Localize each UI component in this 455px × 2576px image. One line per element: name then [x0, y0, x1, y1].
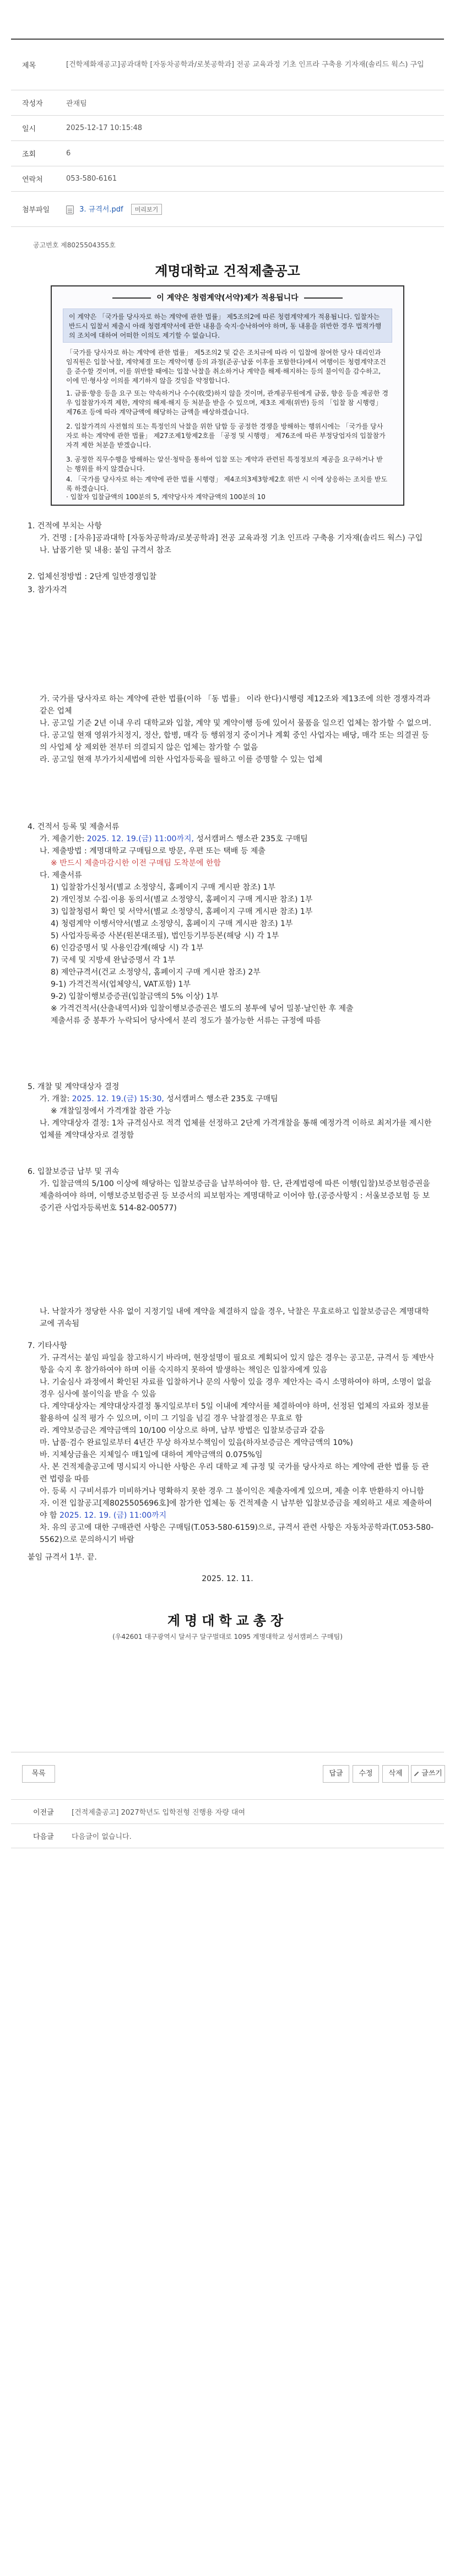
file-icon	[66, 205, 74, 214]
pencil-icon	[414, 1771, 419, 1776]
section-3-items	[28, 693, 435, 766]
next-post-row	[11, 1824, 444, 1848]
doc-note-2: 제출서류 중 봉투가 누락되어 당사에서 분리 정도가 불가능한 서류는 규정에 따름	[51, 1016, 321, 1025]
section-1	[28, 520, 435, 556]
section-4	[28, 821, 435, 1027]
reply-button[interactable]: 답글	[323, 1765, 349, 1783]
section-7-item-i	[28, 1497, 435, 1522]
section-6-item-b	[28, 1306, 435, 1330]
write-label: 글쓰기	[421, 1769, 442, 1778]
section-6-item-a: 가. 입찰금액의 5/100 이상에 해당하는 입찰보증금을 납부하여야 함. 단, 관계법령에 따른 이행(입찰)보증보험증권을 제출하여야 하며, 이행보증보험증권 등 보증서의 피보험자는 계명대학교 이어야 함.(공증사항지 : 서울보증보험 등 보증기관 사업자등록번호 514-82-00577)	[40, 1179, 430, 1213]
prev-label: 이전글	[33, 1809, 54, 1817]
attachment-note: 붙임 규격서 1부. 끝.	[28, 1553, 97, 1562]
meta-row-contact	[11, 166, 444, 192]
section-5	[28, 1081, 435, 1141]
post-meta-table	[11, 39, 444, 227]
doc-item-9-2: 9-2) 입찰이행보증증권(입찰금액의 5% 이상) 1부	[51, 992, 219, 1001]
section-7-item-a: 가. 규격서는 붙임 파일을 참고하시기 바라며, 현장설명이 필요로 계획되어 있지 않은 경우는 공고문, 규격서 등 제반사항을 숙지 후 참가하여야 하며 이를 숙지하지 못하여 발생하는 책임은 입찰자에게 있음	[40, 1354, 434, 1374]
attachment-link[interactable]: 3. 규격서.pdf	[79, 205, 123, 214]
integrity-pact-item-1: 1. 금품·향응 등을 요구 또는 약속하거나 수수(收受)하지 않을 것이며, 관계공무원에게 금품, 향응 등을 제공한 경우 입찰참가자격 제한, 계약의 해제·해지 등 처분을 받을 수 있으며, 제3조 제재(위반) 등의 「입찰 참 시행령」 제76조 등에 따라 계약금액에 해당하는 금액을 배상하겠습니다.	[66, 389, 388, 416]
issuer-address: (우42601 대구광역시 달서구 달구벌대로 1095 계명대학교 성서캠퍼스 구매팀)	[112, 1633, 343, 1641]
author-label: 작성자	[22, 100, 43, 108]
section-7	[28, 1340, 435, 1546]
delete-button[interactable]: 삭제	[382, 1765, 409, 1783]
prev-post-row[interactable]	[11, 1800, 444, 1824]
section-5-selection: 나. 계약대상자 결정: 1차 규격심사로 적격 업체를 선정하고 2단계 가격개찰을 통해 예정가격 이하로 최저가를 제시한 업체를 계약대상자로 결정함	[40, 1119, 432, 1140]
opening-suffix: 성서캠퍼스 행소관 235호 구매팀	[164, 1095, 278, 1103]
doc-note-1: ※ 가격건적서(산출내역서)와 입찰이행보증증권은 별도의 봉투에 넣어 밀봉·날인한 후 제출	[51, 1004, 354, 1013]
section-1-item-a: 가. 건명 : [자유]공과대학 [자동차공학과/로봇공학과] 전공 교육과정 기초 인프라 구축용 기자재(솔리드 웍스) 구입	[40, 534, 423, 543]
item-i-deadline: 2025. 12. 19. (금) 11:00까지	[59, 1511, 167, 1520]
integrity-pact-item-3: 3. 공정한 직무수행을 방해하는 알선·청탁을 통하여 입찰 또는 계약과 관련된 특정정보의 제공을 요구하거나 받는 행위를 하지 않겠습니다.	[66, 456, 383, 473]
meta-row-views	[11, 141, 444, 166]
section-1-heading: 1. 건적에 부치는 사항	[28, 522, 102, 531]
doc-item-8: 8) 제안규격서(건교 소정양식, 홈페이지 구매 게시판 참조) 2부	[51, 968, 261, 977]
section-4-method-note: ※ 반드시 제출마감시한 이전 구매팀 도착분에 한함	[51, 859, 221, 868]
section-3-item-b: 나. 공고일 기준 2년 이내 우리 대학교와 입찰, 계약 및 계약이행 등에 있어서 물품을 일으킨 업체는 참가할 수 없으며.	[40, 719, 431, 728]
section-5-opening-note: ※ 개찰일정에서 가격개찰 참관 가능	[51, 1107, 171, 1116]
section-7-heading: 7. 기타사항	[28, 1341, 67, 1350]
opening-highlight: 2025. 12. 19.(금) 15:30,	[72, 1095, 164, 1103]
section-3-item-d: 라. 공고일 현재 부가가치세법에 의한 사업자등록을 필하고 이를 증명할 수 있는 업체	[40, 755, 323, 764]
notice-number: 공고번호 제8025504355호	[33, 241, 116, 249]
views-value: 6	[66, 149, 71, 158]
date-label: 일시	[22, 125, 36, 133]
section-6	[28, 1166, 435, 1214]
section-1-item-b: 나. 납품기한 및 내용: 붙임 규격서 참조	[40, 546, 171, 555]
file-label: 첨부파일	[22, 206, 50, 214]
notice-date: 2025. 12. 11.	[202, 1574, 253, 1583]
prev-post-link[interactable]: [건적제출공고] 2027학년도 입학전형 진행용 자량 대여	[72, 1809, 246, 1817]
section-2: 2. 업체선정방법 : 2단계 일반경쟁입찰	[28, 572, 157, 581]
section-7-item-j: 차. 유의 공고에 대한 구매관련 사항은 구매팀(T.053-580-6159)으로, 규격서 관련 사항은 자동차공학과(T.053-580-5562)으로 문의하시기 바람	[40, 1523, 434, 1544]
section-3-item-a: 가. 국가를 당사자로 하는 계약에 관한 법률(이하 「동 법률」 이라 한다)시행령 제12조와 제13조에 의한 경쟁자격과 같은 업체	[40, 695, 431, 716]
date-value: 2025-12-17 10:15:48	[66, 124, 143, 132]
meta-row-author	[11, 90, 444, 116]
contact-value: 053-580-6161	[66, 175, 117, 183]
integrity-pact-heading: 이 계약은 청렴계약(서약)제가 적용됩니다	[52, 292, 403, 303]
section-5-opening	[28, 1093, 435, 1105]
section-6-heading: 6. 입찰보증금 납부 및 귀속	[28, 1167, 120, 1176]
section-4-deadline	[28, 833, 435, 845]
integrity-pact-item-2: 2. 입찰가격의 사전협의 또는 특정인의 낙찰을 위한 담합 등 공정한 경쟁을 방해하는 행위시에는 「국가를 당사자로 하는 계약에 관한 법률」 제27조제1항제2호를 「공정 및 시행령」 제76조에 따른 부정당업자의 입찰참가자격 제한 처분을 받겠습니다.	[66, 423, 386, 449]
section-4-heading: 4. 건적서 등록 및 제출서류	[28, 822, 120, 831]
prev-next-nav	[11, 1799, 444, 1848]
next-post-empty: 다음글이 없습니다.	[72, 1833, 132, 1841]
doc-item-1: 1) 입찰참가신청서(별교 소정양식, 홈페이지 구매 게시판 참조) 1부	[51, 883, 275, 892]
preview-button[interactable]: 미리보기	[131, 204, 162, 215]
integrity-pact-item-penalty: · 입찰자 입찰금액의 100분의 5, 계약당사자 계약금액의 100분의 10	[66, 493, 266, 501]
section-3-item-c: 다. 공고일 현재 영위가치정지, 정산, 합병, 매각 등 행위정지 중이거나 계획 중인 사업자는 배당, 매각 또는 의결권 등의 사업체 상 제외한 전부터 의결되지 않은 업체는 참가할 수 없음	[40, 731, 429, 752]
meta-row-title	[11, 40, 444, 90]
section-7-item-e: 마. 납품·검수 완료일로부터 4년간 무상 하자보수책임이 있음(하자보증금은 계약금액의 10%)	[40, 1438, 353, 1447]
write-button[interactable]	[411, 1765, 445, 1783]
integrity-pact-intro: 「국가를 당사자로 하는 계약에 관한 법률」 제5조의2 및 같은 조치규에 따라 이 입찰에 참여한 당사 대리인과 임직원은 입찰·낙찰, 계약체결 또는 계약이행 등의 과정(준공·납품 이후를 포함한다)에서 여행이든 청렴계약조건을 준수할 것이며, 이를 위반할 때에는 입찰·낙찰을 취소하거나 계약을 해제·해지하는 등의 불이익을 감수하고, 이에 민·형사상 이의를 제기하지 않을 것임을 약정합니다.	[66, 349, 386, 385]
section-5-heading: 5. 개찰 및 계약대상자 결정	[28, 1083, 120, 1091]
meta-row-file	[11, 192, 444, 227]
section-6-item-b-text: 나. 낙찰자가 정당한 사유 없이 지정기일 내에 계약을 체결하지 않을 경우, 낙찰은 무효로하고 입찰보증금은 계명대학교에 귀속됨	[40, 1307, 429, 1328]
author-value: 관재팀	[66, 100, 87, 108]
file-cell	[61, 203, 444, 215]
contact-label: 연락처	[22, 176, 43, 184]
doc-item-5: 5) 사업자등록증 사본(원본대조필), 법인등기부등본(해당 시) 각 1부	[51, 932, 279, 940]
item-i-text: 자. 이전 입찰공고[제8025505696호]에 참가한 업체는 동 건적제출 시 납부한 입찰보증금을 제외하고 새로 제출하여야 함	[40, 1499, 432, 1520]
integrity-pact-highlight: 이 계약은 「국가를 당사자로 하는 계약에 관한 법률」 제5조의2에 따른 청렴계약제가 적용됩니다. 입찰자는 반드시 입찰서 제출시 아래 청렴계약서에 관한 내용을 숙지·승낙하여야 하며, 동 내용을 위반한 경우 법적가행의 조치에 대하여 어떠한 이의도 제기할 수 없습니다.	[63, 309, 392, 343]
doc-item-4: 4) 청렴계약 이행서약서(별교 소정양식, 홈페이지 구매 게시판 참조) 1부	[51, 919, 293, 928]
integrity-pact-item-4: 4. 「국가를 당사자로 하는 계약에 관한 법률 시행령」 제4조의3제3항제2호 위반 시 이에 상응하는 조치를 받도록 하겠습니다.	[66, 475, 388, 493]
doc-item-6: 6) 인감증명서 및 사용인감계(해당 시) 각 1부	[51, 944, 204, 953]
section-3-heading: 3. 참가자격	[28, 586, 67, 594]
deadline-suffix: 성서캠퍼스 행소관 235호 구매팀	[193, 835, 308, 843]
doc-item-7: 7) 국세 및 지방세 완납증명서 각 1부	[51, 956, 175, 965]
deadline-prefix: 가. 제출기한:	[40, 835, 87, 843]
section-7-item-c: 다. 계약대상자는 계약대상자결정 통지일로부터 5일 이내에 계약서를 체결하여야 하며, 선정된 업체의 자료와 정보를 활용하여 실적 평가 수 있으며, 이미 그 기일을 넘길 경우 낙찰결정은 무효로 함	[40, 1402, 429, 1423]
deadline-highlight: 2025. 12. 19.(금) 11:00까지,	[86, 835, 194, 843]
post-title: [건학제화재공고]공과대학 [자동차공학과/로봇공학과] 전공 교육과정 기초 인프라 구축용 기자재(솔리드 웍스) 구입	[66, 60, 424, 69]
section-7-item-h: 아. 등록 시 구비서류가 미비하거나 명확하지 못한 경우 그 불이익은 제출자에게 있으며, 제출 이후 반환하지 아니함	[40, 1487, 424, 1496]
section-7-item-b: 나. 기술심사 과정에서 확인된 자료를 입찰하거나 문의 사항이 있을 경우 제안자는 즉시 소명하여야 하며, 소명이 없을 경우 심사에 불이익을 받을 수 있음	[40, 1378, 432, 1399]
next-label: 다음글	[33, 1833, 54, 1841]
edit-button[interactable]: 수정	[353, 1765, 379, 1783]
doc-item-2: 2) 개인정보 수집·이용 동의서(별교 소정양식, 홈페이지 구매 게시판 참조) 1부	[51, 895, 313, 904]
section-4-docs-heading: 다. 제출서류	[40, 871, 82, 880]
section-4-method: 나. 제출방법 : 계명대학교 구매팀으로 방문, 우편 또는 택배 등 제출	[40, 847, 266, 856]
integrity-pact-box	[51, 285, 404, 506]
doc-item-3: 3) 입찰청렴서 확인 및 서약서(별교 소정양식, 홈페이지 구매 게시판 참조) 1부	[51, 907, 313, 916]
title-label: 제목	[22, 62, 36, 70]
section-7-item-f: 바. 지체상금율은 지체일수 매1일에 대하여 계약금액의 0.075%임	[40, 1451, 263, 1459]
section-7-item-g: 사. 본 건적제출공고에 명시되지 아니한 사항은 우리 대학교 제 규정 및 국가를 당사자로 하는 계약에 관한 법률 등 관련 법령을 따름	[40, 1463, 429, 1484]
doc-item-9-1: 9-1) 가격건적서(업체양식, VAT포함) 1부	[51, 980, 191, 989]
section-7-item-d: 라. 계약보증금은 계약금액의 10/100 이상으로 하며, 납부 방법은 입찰보증금과 같음	[40, 1426, 325, 1435]
opening-prefix: 가. 개찰:	[40, 1095, 72, 1103]
issuer-name: 계명대학교총장	[167, 1613, 288, 1628]
views-label: 조회	[22, 150, 36, 159]
notice-title: 계명대학교 건적제출공고	[155, 263, 300, 279]
meta-row-date	[11, 116, 444, 141]
list-button[interactable]: 목록	[22, 1765, 55, 1783]
